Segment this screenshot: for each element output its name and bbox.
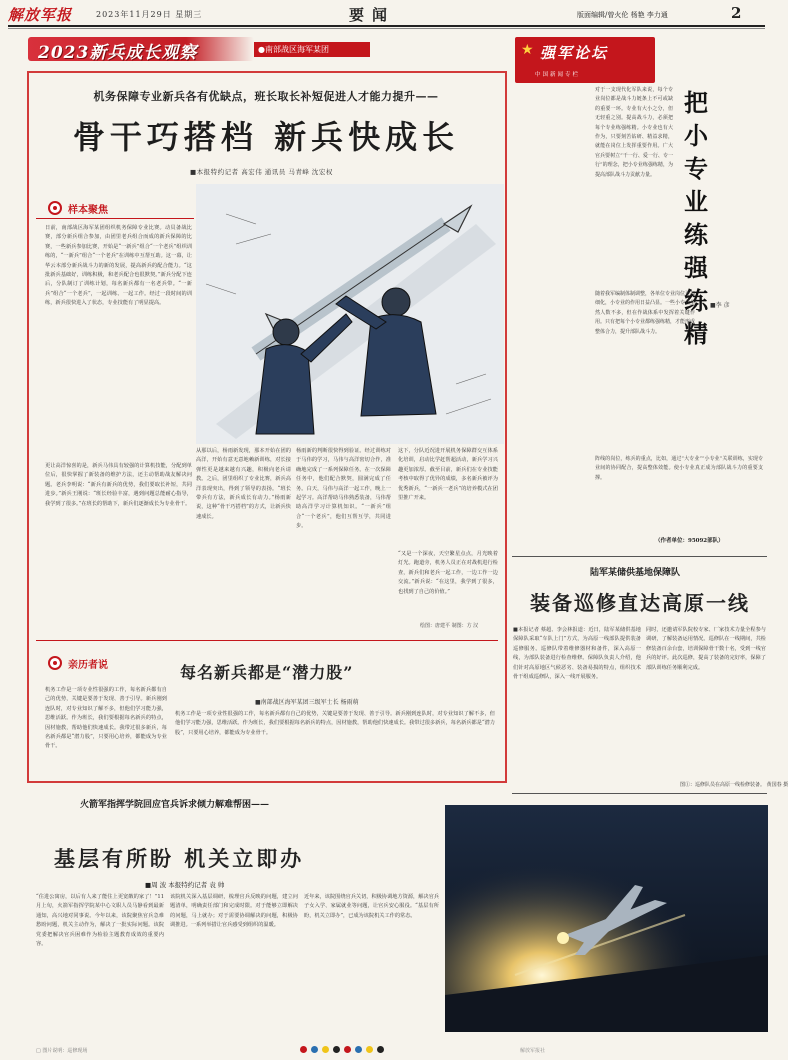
section-rule: [36, 640, 498, 641]
target-icon: [48, 201, 62, 215]
masthead: 解放军报: [8, 6, 73, 24]
story2-photo-credit: 图①：巡修队员在高原一线检修装备。 黄国春 摄: [680, 782, 788, 788]
story3-column-2: 该院机关深入基层调研，梳理官兵反映的问题，建立问题清单，明确责任部门和完成时限。对于能够立即解决的问题，马上就办；对于需要协调解决的问题，积极协调推进。一系列举措让官兵感受到组织的温暖。: [170, 894, 298, 929]
section-title: 要闻: [349, 6, 396, 24]
star-icon: ★: [521, 42, 534, 58]
header-rule: [8, 25, 765, 27]
date: 2023年11月29日 星期三: [96, 10, 203, 19]
forum-text-c: 阵线的岗位，练兵的重点，比如，通过“大专业”“小专业”关联训练，实现专业间的协同配合，提高整体效能。使小专业真正成为部队战斗力的重要支撑。: [595, 456, 763, 481]
main-kicker: 机务保障专业新兵各有优缺点，班长取长补短促进人才能力提升——: [93, 90, 439, 103]
tag-witness: [48, 655, 108, 671]
dot-black: [333, 1046, 340, 1053]
illustration-soldiers-missile: [196, 184, 504, 444]
audio-icon: [48, 656, 62, 670]
color-registration-dots: [300, 1046, 384, 1053]
forum-text-a: 对于一支现代化军队来说，每个专业岗位都是战斗力链条上不可或缺的重要一环。专业有大小之分，但无轻重之别。提高战斗力，必须把每个专业练强练精。小专业也有大作为，只要刻苦钻研、精益求精，就能在岗位上发挥重要作用。广大官兵要树立“干一行、爱一行、专一行”的理念，把小专业练强练精，为提高部队战斗力贡献力量。: [595, 87, 673, 178]
tag-sample-focus-label: 样本聚焦: [68, 204, 108, 216]
right-rule-2: [512, 793, 767, 794]
header-rule-thin: [8, 28, 765, 29]
series-banner: [28, 37, 254, 61]
tag-rule: [36, 218, 194, 219]
story2-column-1: ■本报记者 蔡超、李会林报道：近日，陆军某储供基地保障队采取“车队上门”方式，为高原一线部队提供装备巡修服务。巡修队带着维修器材和备件，深入高原一线，为部队装备进行检查维修。保障队负责人介绍，他们针对高原地区气候恶劣、装备易损的特点，组织技术骨干组成巡修队，深入一线开展服务。: [513, 627, 641, 681]
main-byline: ■本报特约记者 高宏伟 通讯员 马青峰 沈宏权: [190, 168, 333, 176]
forum-vertical-title: 把小专业练强练精: [684, 88, 708, 348]
page-number: 2: [731, 4, 742, 22]
article-column-1: 日前，南部战区海军某团组织机务保障专业比赛。动员备战比赛，部分新兵组合参加，由团里老兵组合而成的新兵保障的比赛，一些新兵参加比赛，开始是“一新兵”组合“一个老兵”组织训练的，“一新兵”组合“一个老兵”在训练中互帮互助。这一幕，让华云本部分新兵战斗力的新的发展，提高新兵的配合能力。“这批新兵基础好，训练积极，和老兵配合也很默契。”新兵分配下连后，分队制订了训练计划，每名新兵都有一名老兵带。“一新兵”组合“一个老兵”，一起训练、一起工作。经过一段时间的训练，新兵很快进入了状态，专业技能有了明显提高。: [45, 225, 192, 307]
illustration-credit: 绘图：唐建平 制图：方 汉: [420, 623, 479, 629]
footer-note: □ 图片说明：巡修现场: [36, 1048, 88, 1054]
dot-yellow: [322, 1046, 329, 1053]
photo-jet-night-takeoff: [445, 805, 768, 1032]
dot-blue-2: [355, 1046, 362, 1053]
dot-blue: [311, 1046, 318, 1053]
article-column-3: 杨雨新的判断很快得到验证。经过训练对于马伟的学习，马伟与高洋密切合作，准确地完成了一系列保障任务。在一次保障任务中，他们配合默契，圆满完成了任务。白天，马伟与高洋一起工作，晚上一起学习。高洋帮助马伟熟悉装备，马伟帮助高洋学习计算机知识。“一新兵”组合“一个老兵”，他们互帮互学，共同进步。: [296, 448, 391, 530]
forum-author-unit: （作者单位：95092部队）: [655, 538, 724, 544]
witness-column-2: 机务工作是一项专业性很强的工作，每名新兵都有自己的优势，关键是要善于发现、善于引导。新兵刚到连队时，对专业知识了解不多，但他们学习能力强，思维活跃。作为班长，我们要根据每名新兵的特点，因材施教，帮助他们快速成长。我带过很多新兵，每名新兵都是“潜力股”，只要用心培养，都能成为专业骨干。: [175, 711, 495, 736]
sub-byline: ■南部战区海军某团三级军士长 杨雨萌: [255, 699, 359, 706]
forum-author: ■李 彦: [710, 302, 730, 309]
dot-yellow-2: [366, 1046, 373, 1053]
story2-headline: 装备巡修直达高原一线: [530, 591, 750, 615]
forum-subtitle: 中国新闻专栏: [535, 72, 581, 78]
right-rule-1: [512, 556, 767, 557]
main-headline: 骨干巧搭档 新兵快成长: [72, 118, 460, 156]
story2-kicker: 陆军某储供基地保障队: [590, 568, 681, 578]
story3-column-3: 近年来，该院围绕官兵关切，积极协调地方资源，解决官兵子女入学、家属就业等问题，让官兵安心服役。“基层有所盼，机关立即办”，已成为该院机关工作的常态。: [304, 894, 439, 919]
article-column-4: 这下，分队近况进开展机务保障群交互体系化培训，启动比学赶帮超活动，新兵学习兴趣更加浓厚。截至目前，新兵们在专业技能考核中取得了优异的成绩，多名新兵被评为优秀新兵，“一新兵一老兵”的培养模式在团里推广开来。: [398, 448, 498, 502]
tag-sample-focus: [48, 200, 108, 216]
dot-red: [300, 1046, 307, 1053]
story3-column-1: “住进公寓房，以后有人来了能住上更宽敞的家了！”11月上旬，火箭军指挥学院某中心文职人员马静看到最新通知，高兴地对同事说。今年以来，该院聚焦官兵急难愁盼问题，机关主动作为，解决了一批实际问题。该院党委把解决官兵困难作为检验主题教育成效的重要内容。: [36, 894, 164, 948]
story3-kicker: 火箭军指挥学院回应官兵诉求倾力解难帮困——: [80, 800, 270, 810]
forum-text-b: 随着我军编制体制调整，各单位专业岗位更加细化，小专业的作用日益凸显。一些小专业虽然人数不多，但在作战体系中发挥着关键作用。只有把每个小专业都练强练精，才能形成整体合力，提升部队战斗力。: [595, 291, 696, 335]
dot-red-2: [344, 1046, 351, 1053]
witness-column-1: 机务工作是一项专业性很强的工作，每名新兵都有自己的优势，关键是要善于发现、善于引导。新兵刚到连队时，对专业知识了解不多，但他们学习能力强，思维活跃。作为班长，我们要根据每名新兵的特点，因材施教，帮助他们快速成长。我带过很多新兵，每名新兵都是“潜力股”，只要用心培养，都能成为专业骨干。: [45, 687, 167, 750]
story3-headline: 基层有所盼 机关立即办: [54, 846, 305, 871]
story3-byline: ■周 波 本报特约记者 袁 帅: [145, 881, 225, 889]
editors: 版面编辑/曾火伦 杨艳 李力通: [577, 11, 668, 19]
watermark: 解放军报社: [520, 1048, 546, 1054]
forum-title: 强军论坛: [540, 44, 609, 62]
sub-headline-potential: 每名新兵都是“潜力股”: [180, 663, 354, 682]
article-column-4b: “又是一个深夜，天空繁星点点，月光映着灯光。跑道旁，机务人员正在对战机进行检查，新兵们和老兵一起工作，一边工作一边交流。”新兵说：“在这里，我学到了很多，也找到了自己的价值。”: [398, 551, 498, 595]
unit-tag: ●南部战区海军某团: [254, 42, 370, 57]
article-column-2: 从那以后，杨雨新发现，那本开始在团的高洋，开始有意无意地赖新训练，对长接弹性更是越来越有兴趣，积极向老兵请教。之后，团里组织了专业比赛，新兵高洋表现突出，得到了领导的表扬。“班长带兵有方法，新兵成长有动力。”杨雨新说，这种“骨干巧搭档”的方式，让新兵快速成长。: [196, 448, 291, 520]
article-column-1b: 更让高洋惊喜的是，新兵马伟具有较强的计算机技能，分配到单位后，很快掌握了新装备的维护方法，还主动帮助战友解决问题。老兵李明说：“新兵有新兵的优势，我们要取长补短，共同进步。”新兵王刚说：“班长经验丰富，遇到问题总能耐心指导，我学到了很多。”在班长的帮助下，新兵们逐渐成长为专业骨干。: [45, 463, 192, 507]
dot-black-2: [377, 1046, 384, 1053]
story2-column-2: 同时，还邀请军队院校专家、厂家技术力量全程参与调研，了解装备运用情况。巡修队在一线期间，共检修装备百余台套，培训保障骨干数十名，受到一线官兵的好评。此次巡修，提高了装备的完好率，保障了部队训练任务顺利完成。: [646, 627, 766, 671]
tag-witness-label: 亲历者说: [68, 659, 108, 671]
series-title: 2023新兵成长观察: [38, 43, 198, 63]
